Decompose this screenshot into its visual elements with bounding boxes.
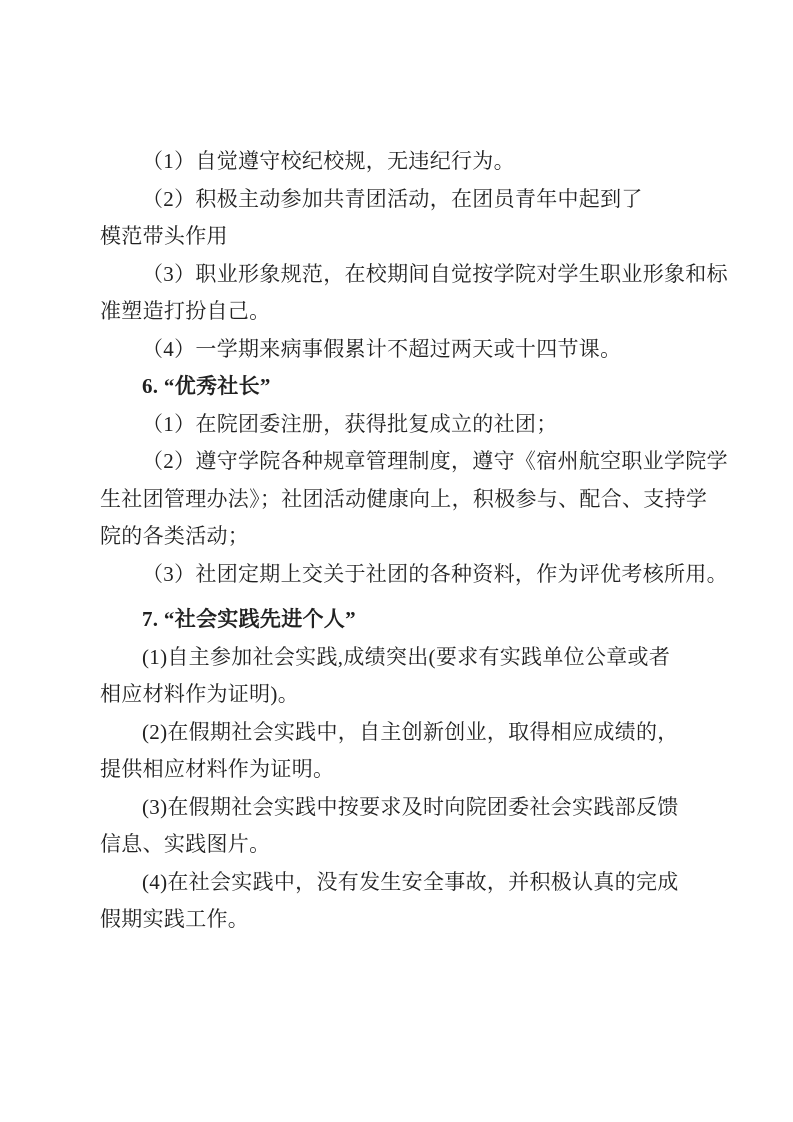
list-item <box>100 181 696 256</box>
text-line: （2）积极主动参加共青团活动，在团员青年中起到了 <box>142 186 643 211</box>
text-line: （4）一学期来病事假累计不超过两天或十四节课。 <box>142 336 622 361</box>
text-line: 信息、实践图片。 <box>100 832 271 856</box>
list-item <box>100 864 696 939</box>
text-line: 生社团管理办法》；社团活动健康向上，积极参与、配合、支持学 <box>100 486 708 511</box>
text-line: （2）遵守学院各种规章管理制度，遵守《宿州航空职业学院学 <box>142 449 728 473</box>
list-item <box>100 331 696 369</box>
list-item <box>100 406 696 444</box>
list-item <box>100 556 728 594</box>
list-item <box>100 714 696 789</box>
text-line: 院的各类活动； <box>100 524 250 548</box>
text-line: （1）在院团委注册，获得批复成立的社团； <box>142 411 558 436</box>
text-line: 假期实践工作。 <box>100 907 250 931</box>
list-item <box>100 256 728 331</box>
list-item <box>100 639 696 714</box>
list-item <box>100 789 696 864</box>
list-item <box>100 143 696 181</box>
section-6-heading: 6. “优秀社长” <box>142 374 271 398</box>
list-item <box>100 443 728 556</box>
text-line: (2)在假期社会实践中，自主创新创业，取得相应成绩的， <box>142 719 679 744</box>
text-line: (1)自主参加社会实践,成绩突出(要求有实践单位公章或者 <box>142 644 671 669</box>
text-line: 准塑造打扮自己。 <box>100 299 271 323</box>
section-7-heading: 7. “社会实践先进个人” <box>142 607 356 631</box>
text-line: 提供相应材料作为证明。 <box>100 757 335 781</box>
text-line: （3）职业形象规范，在校期间自觉按学院对学生职业形象和标 <box>142 261 728 286</box>
section-6 <box>100 368 728 593</box>
document-body <box>100 143 728 939</box>
text-line: 相应材料作为证明)。 <box>100 682 299 706</box>
text-line: （3）社团定期上交关于社团的各种资料，作为评优考核所用。 <box>142 561 728 586</box>
text-line: (4)在社会实践中，没有发生安全事故，并积极认真的完成 <box>142 869 679 894</box>
section-criteria <box>100 143 728 368</box>
section-7 <box>100 601 696 939</box>
text-line: 模范带头作用 <box>100 224 228 248</box>
text-line: (3)在假期社会实践中按要求及时向院团委社会实践部反馈 <box>142 794 679 819</box>
text-line: （1）自觉遵守校纪校规，无违纪行为。 <box>142 149 515 173</box>
